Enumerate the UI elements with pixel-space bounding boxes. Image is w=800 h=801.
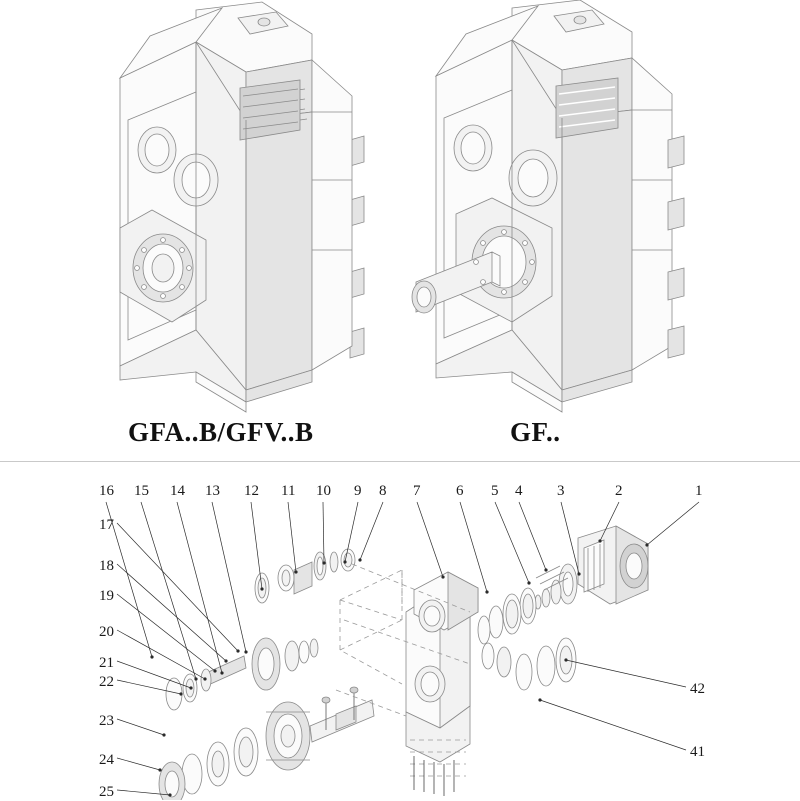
callout-number-8: 8: [379, 483, 387, 499]
callout-number-15: 15: [134, 483, 149, 499]
gearbox-isometric-left: [120, 2, 364, 412]
leader-dot-1: [645, 543, 648, 546]
leader-line-14: [177, 502, 222, 673]
leader-dot-42: [564, 658, 567, 661]
leader-line-41: [540, 700, 686, 750]
callout-number-24: 24: [99, 752, 114, 768]
leader-line-21: [117, 661, 191, 688]
leader-dot-22: [179, 692, 182, 695]
callout-number-19: 19: [99, 588, 114, 604]
leader-line-25: [117, 790, 170, 795]
leader-dot-16: [150, 655, 153, 658]
leader-dot-8: [358, 558, 361, 561]
callout-number-21: 21: [99, 655, 114, 671]
leader-dot-15: [194, 677, 197, 680]
leader-dot-19: [213, 669, 216, 672]
caption-gfa-gfv: GFA..B/GFV..B: [128, 417, 314, 447]
callout-number-5: 5: [491, 483, 499, 499]
callout-number-25: 25: [99, 784, 114, 800]
leader-dot-7: [441, 575, 444, 578]
leader-dot-17: [236, 649, 239, 652]
leader-dot-5: [527, 581, 530, 584]
callout-number-9: 9: [354, 483, 362, 499]
leader-line-15: [141, 502, 196, 679]
callout-number-4: 4: [515, 483, 523, 499]
leader-line-22: [117, 680, 181, 694]
callout-number-2: 2: [615, 483, 623, 499]
callout-leaders: [106, 502, 699, 797]
leader-line-12: [251, 502, 262, 589]
callout-number-22: 22: [99, 674, 114, 690]
callout-number-13: 13: [205, 483, 220, 499]
leader-line-17: [117, 523, 238, 651]
leader-dot-14: [220, 671, 223, 674]
leader-line-24: [117, 758, 160, 770]
callout-number-20: 20: [99, 624, 114, 640]
leader-line-5: [495, 502, 529, 583]
leader-line-9: [345, 502, 358, 562]
leader-line-10: [323, 502, 324, 563]
leader-line-13: [212, 502, 246, 652]
leader-dot-21: [189, 686, 192, 689]
leader-dot-24: [158, 768, 161, 771]
leader-line-6: [460, 502, 487, 592]
leader-dot-20: [203, 677, 206, 680]
callout-number-11: 11: [281, 483, 296, 499]
leader-line-7: [417, 502, 443, 577]
leader-dot-23: [162, 733, 165, 736]
leader-dot-13: [244, 650, 247, 653]
caption-gf: GF..: [510, 417, 561, 447]
callout-number-3: 3: [557, 483, 565, 499]
leader-line-18: [117, 564, 226, 661]
panel-divider: [0, 461, 800, 462]
leader-dot-3: [577, 572, 580, 575]
leader-line-3: [561, 502, 579, 574]
callout-number-41: 41: [690, 744, 705, 760]
leader-line-1: [647, 502, 699, 545]
callout-number-23: 23: [99, 713, 114, 729]
callout-number-14: 14: [170, 483, 185, 499]
callout-number-7: 7: [413, 483, 421, 499]
callout-number-6: 6: [456, 483, 464, 499]
leader-dot-6: [485, 590, 488, 593]
leader-line-11: [288, 502, 296, 572]
callout-number-42: 42: [690, 681, 705, 697]
gearbox-isometric-right: [412, 0, 684, 412]
callout-number-18: 18: [99, 558, 114, 574]
gearbox-exploded-assembly: [159, 526, 648, 800]
leader-line-8: [360, 502, 383, 560]
callout-number-12: 12: [244, 483, 259, 499]
leader-dot-2: [598, 539, 601, 542]
callout-number-17: 17: [99, 517, 114, 533]
callout-number-16: 16: [99, 483, 114, 499]
leader-line-19: [117, 594, 215, 671]
leader-line-4: [519, 502, 546, 570]
leader-line-2: [600, 502, 619, 541]
leader-dot-25: [168, 793, 171, 796]
callout-number-10: 10: [316, 483, 331, 499]
leader-dot-11: [294, 570, 297, 573]
leader-dot-4: [544, 568, 547, 571]
leader-dot-10: [322, 561, 325, 564]
leader-dot-12: [260, 587, 263, 590]
leader-dot-18: [224, 659, 227, 662]
leader-dot-41: [538, 698, 541, 701]
leader-line-20: [117, 630, 205, 679]
callout-number-1: 1: [695, 483, 703, 499]
leader-dot-9: [343, 560, 346, 563]
leader-line-42: [566, 660, 686, 687]
leader-line-23: [117, 719, 164, 735]
